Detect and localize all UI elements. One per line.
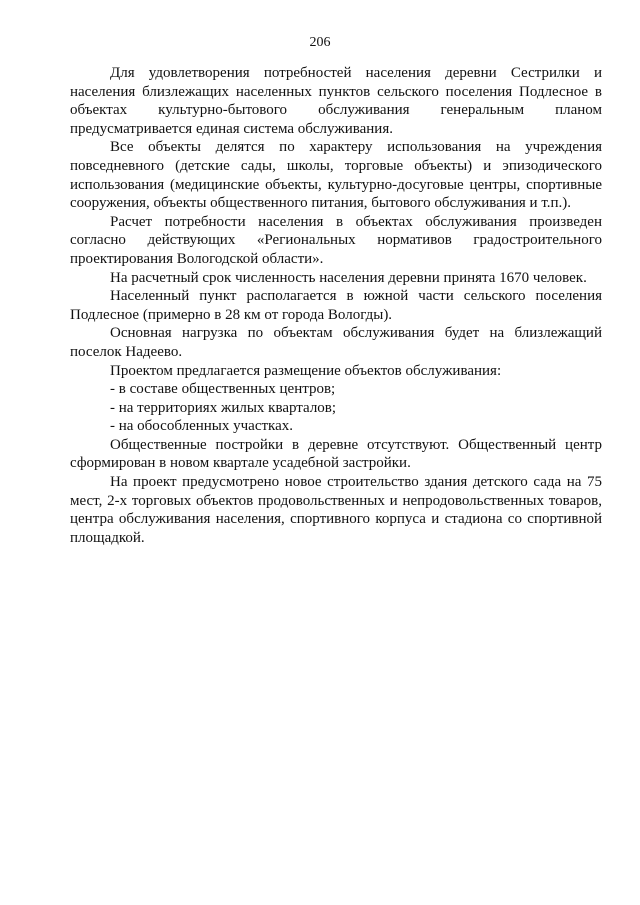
paragraph-service-system: Для удовлетворения потребностей населения деревни Сестрилки и населения близлежащих населенных пунктов сельского поселения Подлесное в объектах культурно-бытового обслуживания генеральным планом предусматривается единая система обслуживания. xyxy=(70,65,602,137)
paragraph-public-buildings: Общественные постройки в деревне отсутствуют. Общественный центр сформирован в новом квартале усадебной застройки. xyxy=(70,436,602,472)
paragraph-main-load: Основная нагрузка по объектам обслуживания будет на близлежащий поселок Надеево. xyxy=(70,325,602,360)
paragraph-location: Населенный пункт располагается в южной части сельского поселения Подлесное (примерно в 28 км от города Вологды). xyxy=(70,288,602,323)
list-item: - на обособленных участках. xyxy=(110,418,294,435)
document-body xyxy=(70,64,602,547)
paragraph-calculation-basis: Расчет потребности населения в объектах обслуживания произведен согласно действующих «Региональных нормативов градостроительного проектирования Вологодской области». xyxy=(70,213,602,267)
paragraph-object-types: Все объекты делятся по характеру использования на учреждения повседневного (детские сады, школы, торговые объекты) и эпизодического использования (медицинские объекты, культурно-досуговые центры, спортивные сооружения, объекты общественного питания, бытового обслуживания и т.п.). xyxy=(70,139,602,212)
page-number: 206 xyxy=(309,35,331,50)
paragraph-placement-intro: Проектом предлагается размещение объектов обслуживания: xyxy=(110,362,502,379)
paragraph-population: На расчетный срок численность населения деревни принята 1670 человек. xyxy=(110,269,587,286)
list-item: - на территориях жилых кварталов; xyxy=(110,399,337,416)
paragraph-new-construction: На проект предусмотрено новое строительство здания детского сада на 75 мест, 2-х торговых объектов продовольственных и непродовольственных товаров, центра обслуживания населения, спортивного корпуса и стадиона со спортивной площадкой. xyxy=(70,474,602,546)
list-item: - в составе общественных центров; xyxy=(110,381,336,398)
